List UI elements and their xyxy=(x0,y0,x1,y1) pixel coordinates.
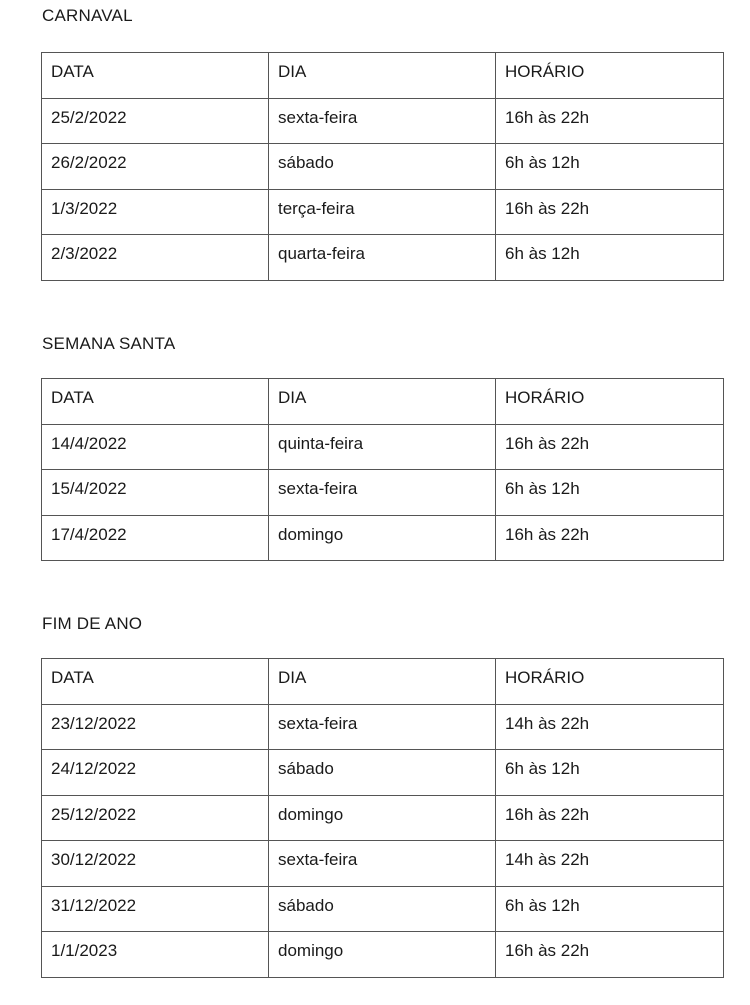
cell-time: 6h às 12h xyxy=(496,235,724,281)
cell-date: 31/12/2022 xyxy=(42,886,269,932)
cell-day: domingo xyxy=(269,795,496,841)
cell-day: sexta-feira xyxy=(269,841,496,887)
cell-date: 24/12/2022 xyxy=(42,750,269,796)
cell-time: 14h às 22h xyxy=(496,704,724,750)
section-title-carnaval: CARNAVAL xyxy=(42,6,133,25)
table-row xyxy=(42,886,724,932)
cell-date: 26/2/2022 xyxy=(42,144,269,190)
cell-time: 16h às 22h xyxy=(496,795,724,841)
table-row xyxy=(42,235,724,281)
cell-day: terça-feira xyxy=(269,189,496,235)
cell-date: 17/4/2022 xyxy=(42,515,269,561)
cell-time: 16h às 22h xyxy=(496,424,724,470)
table-row xyxy=(42,750,724,796)
column-header-day: DIA xyxy=(269,659,496,705)
table-row xyxy=(42,98,724,144)
column-header-date: DATA xyxy=(42,53,269,99)
table-header-row xyxy=(42,379,724,425)
schedule-table-carnaval xyxy=(41,52,724,281)
table-row xyxy=(42,515,724,561)
cell-time: 16h às 22h xyxy=(496,98,724,144)
cell-time: 6h às 12h xyxy=(496,144,724,190)
table-row xyxy=(42,704,724,750)
table-header-row xyxy=(42,659,724,705)
cell-day: quinta-feira xyxy=(269,424,496,470)
column-header-day: DIA xyxy=(269,53,496,99)
cell-day: sexta-feira xyxy=(269,98,496,144)
schedule-table-fim-de-ano xyxy=(41,658,724,978)
column-header-time: HORÁRIO xyxy=(496,659,724,705)
cell-time: 16h às 22h xyxy=(496,515,724,561)
cell-date: 2/3/2022 xyxy=(42,235,269,281)
column-header-date: DATA xyxy=(42,379,269,425)
table-header-row xyxy=(42,53,724,99)
table-row xyxy=(42,841,724,887)
cell-time: 16h às 22h xyxy=(496,932,724,978)
cell-date: 1/3/2022 xyxy=(42,189,269,235)
column-header-time: HORÁRIO xyxy=(496,379,724,425)
cell-time: 16h às 22h xyxy=(496,189,724,235)
section-title-fim-de-ano: FIM DE ANO xyxy=(42,614,143,633)
column-header-day: DIA xyxy=(269,379,496,425)
schedule-table-semana-santa xyxy=(41,378,724,561)
column-header-time: HORÁRIO xyxy=(496,53,724,99)
cell-day: sábado xyxy=(269,886,496,932)
cell-time: 14h às 22h xyxy=(496,841,724,887)
cell-date: 14/4/2022 xyxy=(42,424,269,470)
table-row xyxy=(42,470,724,516)
table-row xyxy=(42,189,724,235)
cell-time: 6h às 12h xyxy=(496,886,724,932)
table-row xyxy=(42,424,724,470)
column-header-date: DATA xyxy=(42,659,269,705)
cell-day: domingo xyxy=(269,515,496,561)
cell-time: 6h às 12h xyxy=(496,470,724,516)
cell-date: 25/2/2022 xyxy=(42,98,269,144)
cell-day: sexta-feira xyxy=(269,704,496,750)
cell-day: quarta-feira xyxy=(269,235,496,281)
cell-date: 30/12/2022 xyxy=(42,841,269,887)
cell-day: sexta-feira xyxy=(269,470,496,516)
cell-date: 23/12/2022 xyxy=(42,704,269,750)
cell-date: 25/12/2022 xyxy=(42,795,269,841)
cell-time: 6h às 12h xyxy=(496,750,724,796)
section-title-semana-santa: SEMANA SANTA xyxy=(42,334,176,353)
table-row xyxy=(42,932,724,978)
cell-date: 15/4/2022 xyxy=(42,470,269,516)
cell-date: 1/1/2023 xyxy=(42,932,269,978)
cell-day: domingo xyxy=(269,932,496,978)
table-row xyxy=(42,795,724,841)
cell-day: sábado xyxy=(269,750,496,796)
cell-day: sábado xyxy=(269,144,496,190)
table-row xyxy=(42,144,724,190)
